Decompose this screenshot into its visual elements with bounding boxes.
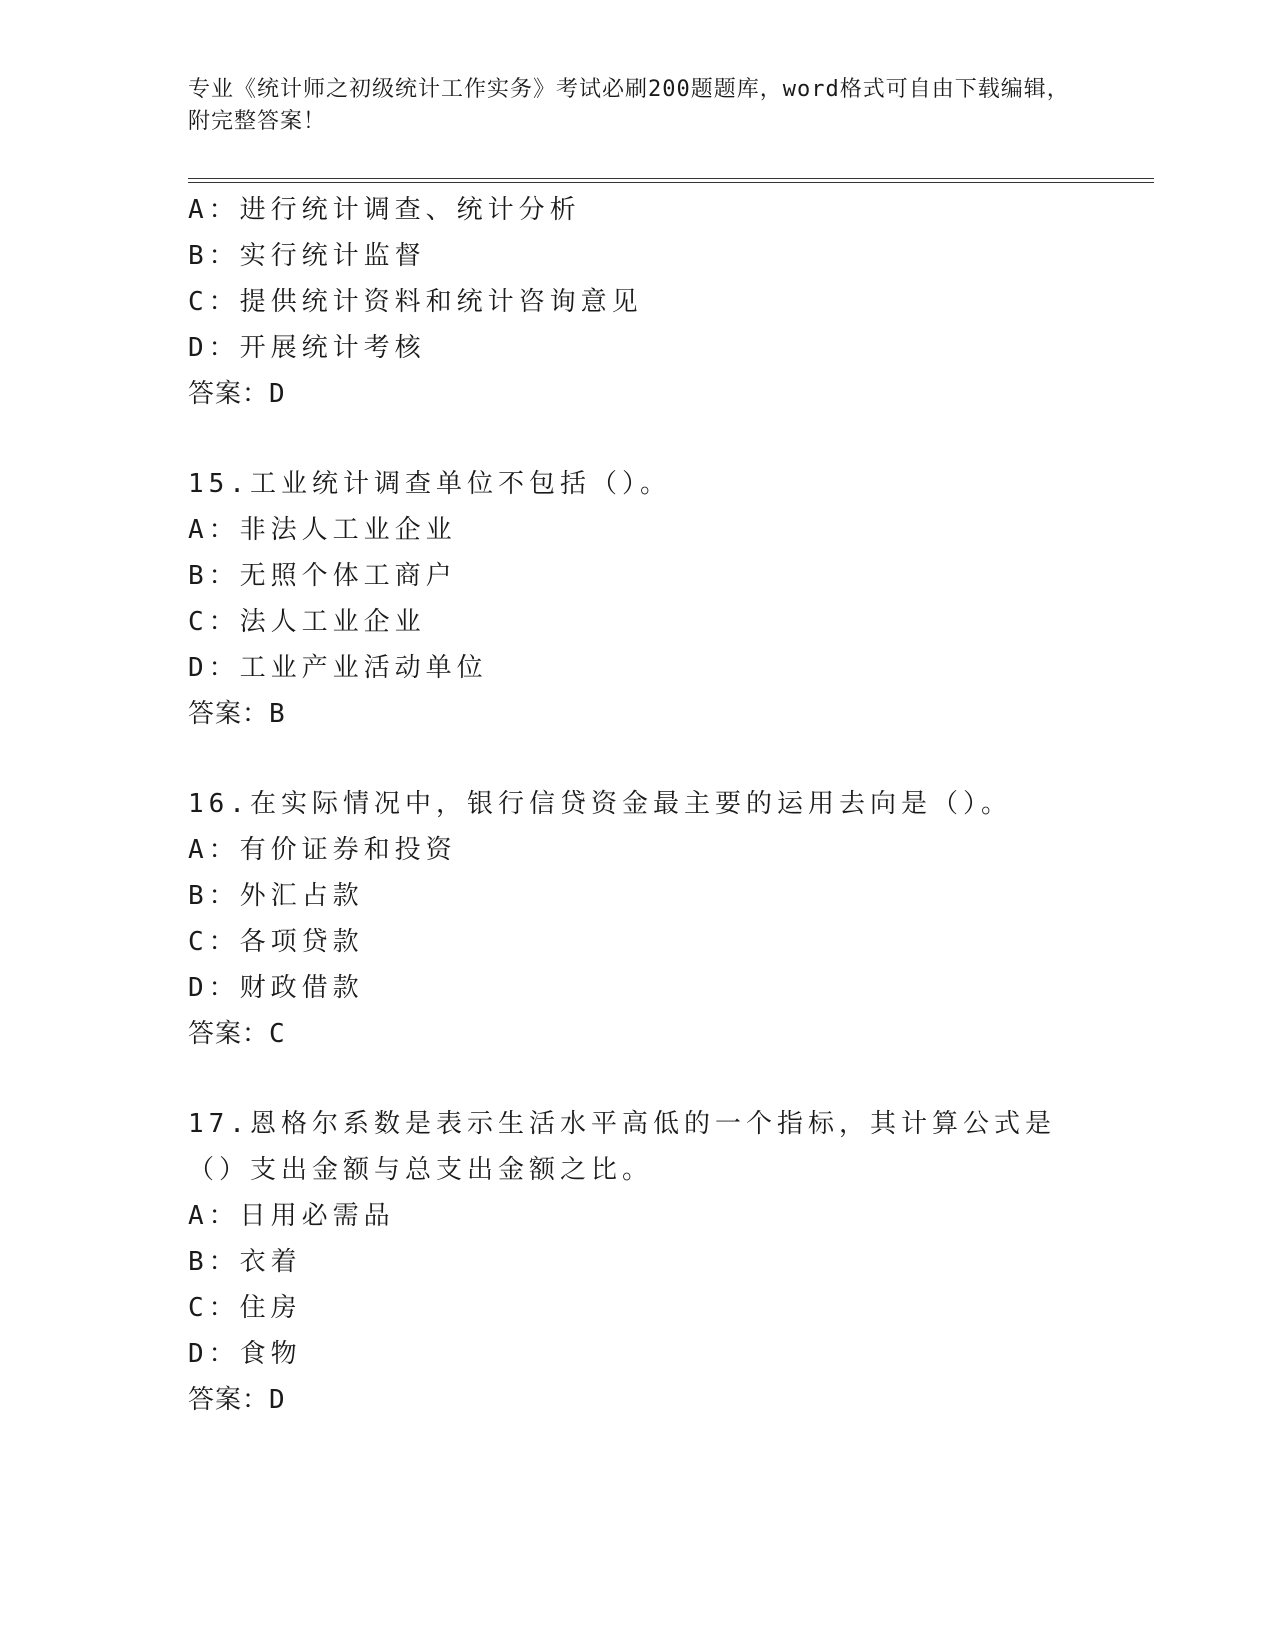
option-c: C：各项贷款 (188, 927, 364, 957)
question-block-prev (188, 187, 1088, 417)
option-a: A：有价证券和投资 (188, 835, 457, 865)
question-list (188, 187, 1088, 1423)
option-b: B：实行统计监督 (188, 241, 426, 271)
question-block-17 (188, 1101, 1088, 1423)
document-header: 专业《统计师之初级统计工作实务》考试必刷200题题库，word格式可自由下载编辑，附完整答案！ (188, 77, 1070, 134)
option-a: A：进行统计调查、统计分析 (188, 195, 581, 225)
option-a: A：非法人工业企业 (188, 515, 457, 545)
answer-line: 答案：B (188, 699, 286, 729)
option-d: D：开展统计考核 (188, 333, 426, 363)
option-b: B：衣着 (188, 1247, 302, 1277)
option-d: D：财政借款 (188, 973, 364, 1003)
option-d: D：工业产业活动单位 (188, 653, 488, 683)
question-block-16 (188, 781, 1088, 1057)
answer-line: 答案：C (188, 1019, 286, 1049)
question-stem: 17.恩格尔系数是表示生活水平高低的一个指标，其计算公式是（）支出金额与总支出金额之比。 (188, 1109, 1056, 1185)
header-divider (188, 178, 1154, 183)
option-b: B：无照个体工商户 (188, 561, 457, 591)
option-d: D：食物 (188, 1339, 302, 1369)
option-b: B：外汇占款 (188, 881, 364, 911)
question-stem: 16.在实际情况中，银行信贷资金最主要的运用去向是（）。 (188, 789, 1012, 819)
option-c: C：提供统计资料和统计咨询意见 (188, 287, 643, 317)
question-block-15 (188, 461, 1088, 737)
option-a: A：日用必需品 (188, 1201, 395, 1231)
answer-line: 答案：D (188, 379, 286, 409)
option-c: C：法人工业企业 (188, 607, 426, 637)
answer-line: 答案：D (188, 1385, 286, 1415)
question-stem: 15.工业统计调查单位不包括（）。 (188, 469, 671, 499)
option-c: C：住房 (188, 1293, 302, 1323)
